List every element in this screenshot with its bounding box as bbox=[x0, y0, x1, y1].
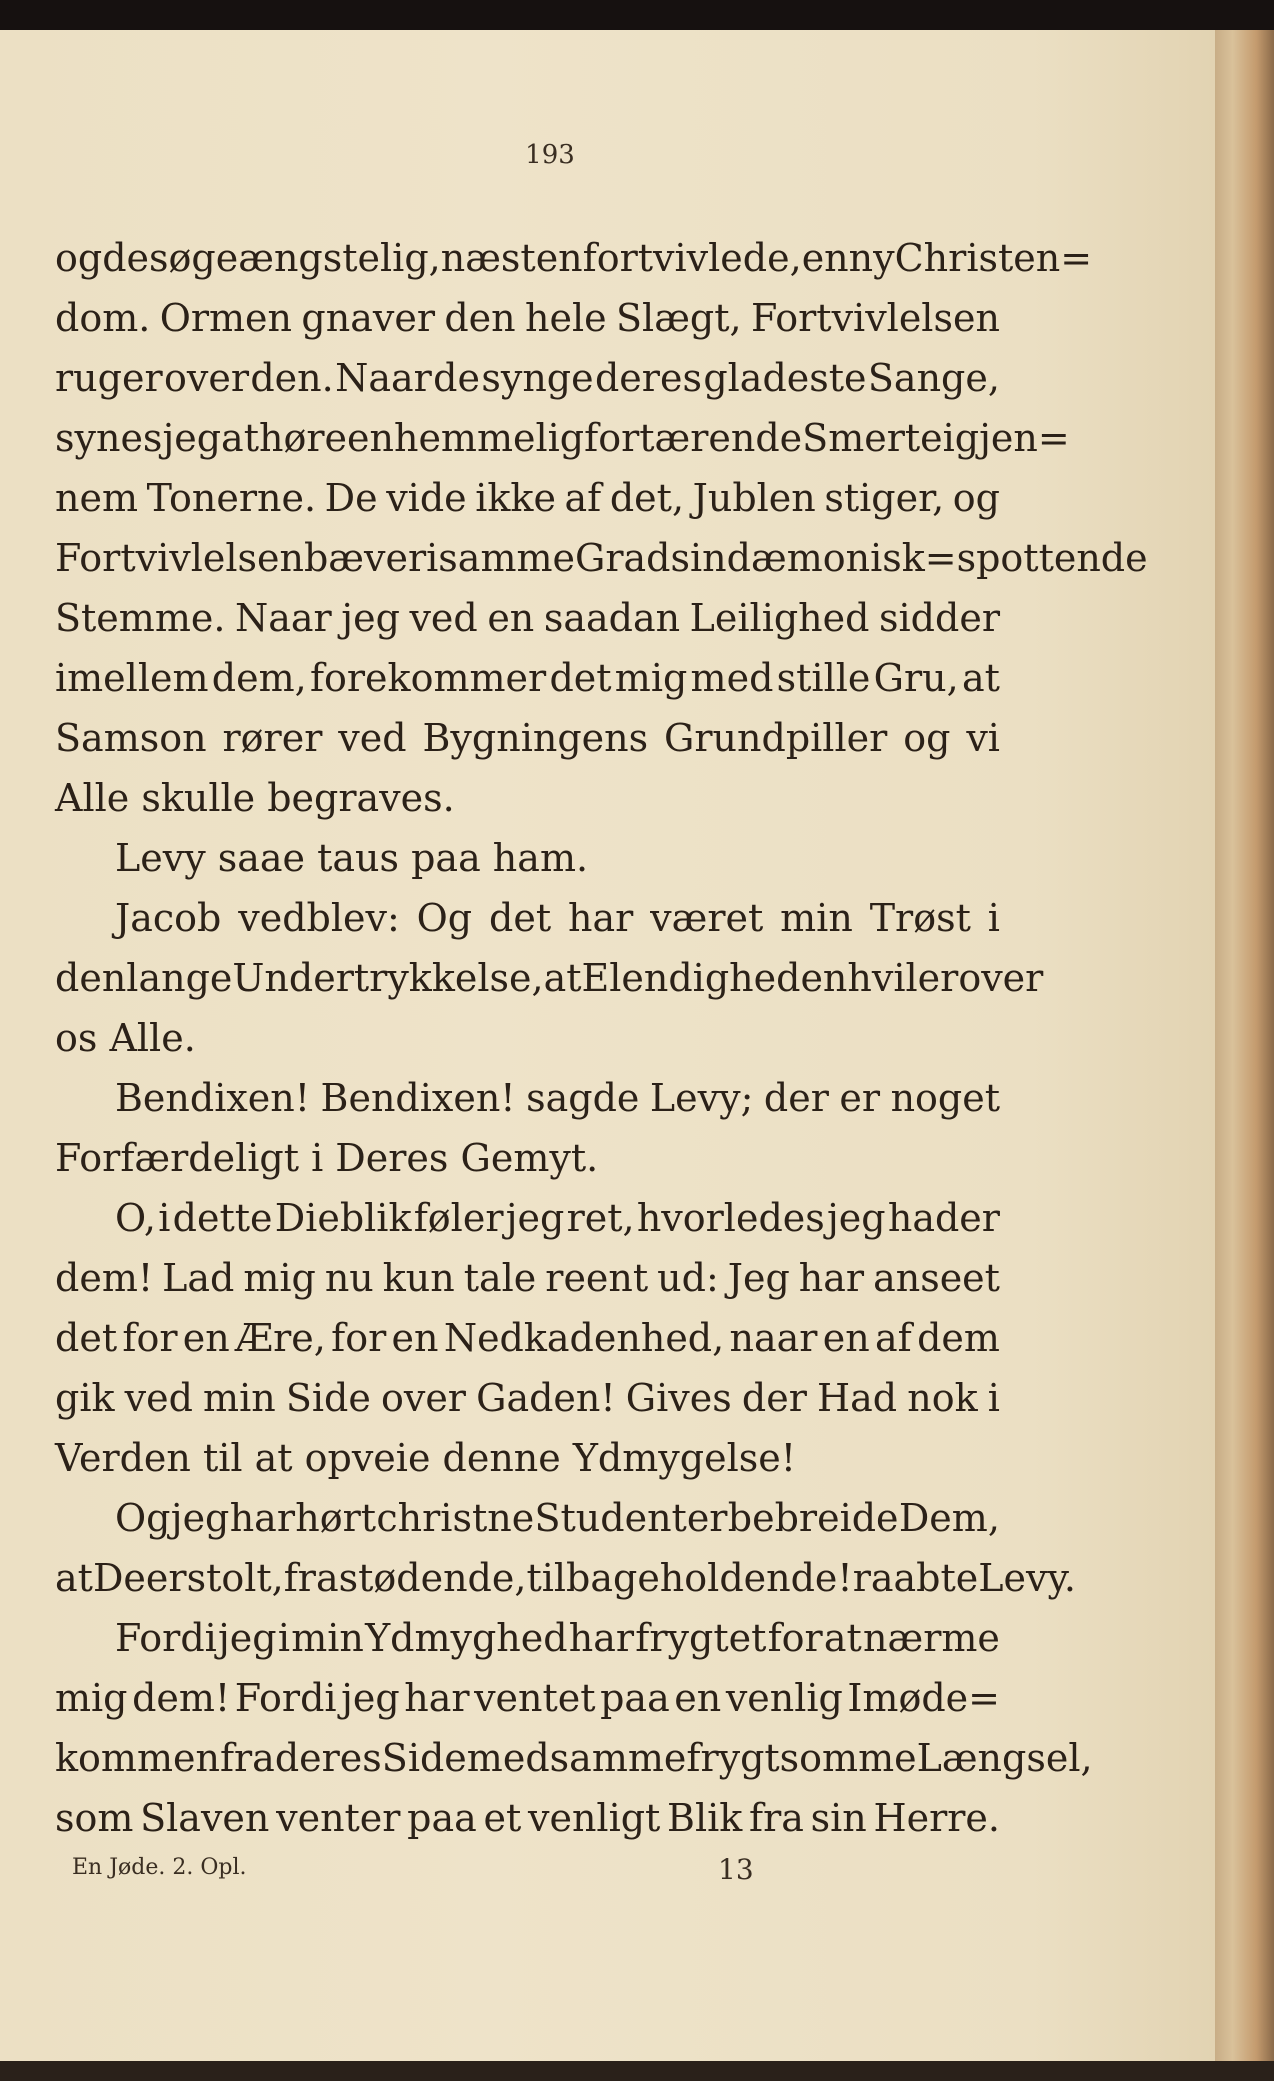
word: ret, bbox=[566, 1196, 635, 1240]
word: sagde bbox=[526, 1076, 640, 1120]
word: Lad bbox=[162, 1256, 235, 1300]
word: Naar bbox=[235, 596, 332, 640]
word: i bbox=[987, 1376, 1000, 1420]
word: jeg bbox=[341, 1676, 400, 1720]
word: dem, bbox=[211, 656, 307, 700]
sheet-number: 13 bbox=[718, 1853, 754, 1886]
word: høre bbox=[258, 416, 347, 460]
word: Samson bbox=[55, 716, 207, 760]
word: hemmelig bbox=[393, 416, 585, 460]
text-line bbox=[55, 1188, 1000, 1248]
text-line bbox=[55, 1428, 1000, 1488]
word: venter bbox=[276, 1796, 401, 1840]
word: Dieblik bbox=[274, 1196, 412, 1240]
line-text: Verden til at opveie denne Ydmygelse! bbox=[55, 1436, 796, 1480]
text-line bbox=[55, 1728, 1093, 1788]
word: mig bbox=[614, 656, 688, 700]
word: Nedkadenhed, bbox=[443, 1316, 725, 1360]
word: ruger bbox=[55, 356, 163, 400]
word: Slægt, bbox=[616, 296, 742, 340]
text-line bbox=[55, 1488, 1000, 1548]
word: en bbox=[822, 1316, 870, 1360]
word: Ære, bbox=[235, 1316, 326, 1360]
text-line bbox=[55, 228, 1093, 288]
word: dette bbox=[172, 1196, 273, 1240]
word: har bbox=[404, 1676, 470, 1720]
word: ny bbox=[848, 236, 895, 280]
word: i bbox=[426, 536, 439, 580]
word: hele bbox=[525, 296, 607, 340]
word: i bbox=[277, 1616, 290, 1660]
word: Fordi bbox=[234, 1676, 337, 1720]
word: Gru, bbox=[873, 656, 959, 700]
text-line bbox=[55, 1128, 1000, 1188]
word: Christen= bbox=[894, 236, 1093, 280]
word: over bbox=[163, 356, 249, 400]
word: min bbox=[780, 896, 853, 940]
word: Ormen bbox=[159, 296, 293, 340]
text-line bbox=[55, 588, 1000, 648]
word: Bendixen! bbox=[320, 1076, 516, 1120]
word: sin bbox=[670, 536, 727, 580]
word: Levy. bbox=[978, 1556, 1076, 1600]
word: har bbox=[567, 896, 634, 940]
word: O, bbox=[115, 1196, 157, 1240]
text-line bbox=[55, 408, 1070, 468]
word: med bbox=[690, 656, 774, 700]
word: det bbox=[549, 656, 612, 700]
text-line bbox=[55, 528, 1148, 588]
word: Studenter bbox=[534, 1496, 728, 1540]
word: stolt, bbox=[186, 1556, 284, 1600]
word: har bbox=[568, 1616, 635, 1660]
text-line bbox=[55, 1368, 1000, 1428]
word: Og bbox=[416, 896, 473, 940]
word: nu bbox=[324, 1256, 374, 1300]
word: christne bbox=[376, 1496, 535, 1540]
word: gladeste bbox=[703, 356, 867, 400]
text-line bbox=[55, 948, 1044, 1008]
word: Bendixen! bbox=[115, 1076, 311, 1120]
word: noget bbox=[890, 1076, 1000, 1120]
word: fra bbox=[749, 1796, 804, 1840]
word: vi bbox=[966, 716, 1000, 760]
word: med bbox=[466, 1736, 550, 1780]
line-text: Forfærdeligt i Deres Gemyt. bbox=[55, 1136, 599, 1180]
word: at bbox=[543, 956, 582, 1000]
word: dæmonisk=spottende bbox=[726, 536, 1148, 580]
word: gik bbox=[55, 1376, 115, 1420]
text-line bbox=[55, 828, 1000, 888]
word: for bbox=[122, 1316, 178, 1360]
line-text: os Alle. bbox=[55, 1016, 196, 1060]
word: Trøst bbox=[869, 896, 971, 940]
signature-mark: En Jøde. 2. Opl. bbox=[72, 1855, 247, 1880]
text-line bbox=[55, 768, 1000, 828]
word: Jublen bbox=[692, 476, 816, 520]
word: over bbox=[958, 956, 1044, 1000]
word: de bbox=[433, 356, 480, 400]
word: Naar bbox=[335, 356, 432, 400]
word: frygtet bbox=[635, 1616, 767, 1660]
word: næsten bbox=[440, 236, 583, 280]
word: et bbox=[483, 1796, 522, 1840]
word: ved bbox=[124, 1376, 193, 1420]
word: nærme bbox=[863, 1616, 1000, 1660]
text-line bbox=[55, 1308, 1000, 1368]
word: min bbox=[203, 1376, 276, 1420]
word: frygtsomme bbox=[686, 1736, 917, 1780]
word: Had bbox=[817, 1376, 898, 1420]
scan-bottom-border bbox=[0, 2061, 1274, 2081]
word: af bbox=[875, 1316, 912, 1360]
word: reent bbox=[545, 1256, 649, 1300]
word: sidder bbox=[879, 596, 1000, 640]
text-line bbox=[55, 1068, 1000, 1128]
word: De bbox=[324, 476, 378, 520]
text-line bbox=[55, 648, 1000, 708]
word: imellem bbox=[55, 656, 209, 700]
word: og bbox=[952, 476, 1000, 520]
word: at bbox=[823, 1616, 862, 1660]
word: dem! bbox=[55, 1256, 154, 1300]
word: hørt bbox=[295, 1496, 377, 1540]
word: har bbox=[229, 1496, 295, 1540]
word: stiger, bbox=[824, 476, 945, 520]
word: Leilighed bbox=[689, 596, 870, 640]
word: Imøde= bbox=[847, 1676, 1000, 1720]
word: bæver bbox=[303, 536, 427, 580]
word: ventet bbox=[474, 1676, 596, 1720]
word: de bbox=[102, 236, 150, 280]
word: Sange, bbox=[867, 356, 1000, 400]
word: jeg bbox=[218, 1616, 277, 1660]
word: lange bbox=[126, 956, 233, 1000]
word: igjen= bbox=[942, 416, 1070, 460]
text-line bbox=[55, 1008, 1000, 1068]
word: venligt bbox=[527, 1796, 661, 1840]
word: i bbox=[158, 1196, 171, 1240]
word: Gaden! bbox=[476, 1376, 616, 1420]
word: ikke bbox=[475, 476, 556, 520]
word: kommen bbox=[55, 1736, 220, 1780]
word: Side bbox=[285, 1376, 371, 1420]
word: Stemme. bbox=[55, 596, 226, 640]
word: og bbox=[903, 716, 951, 760]
word: De bbox=[92, 1556, 146, 1600]
word: den bbox=[444, 296, 516, 340]
word: hader bbox=[887, 1196, 1000, 1240]
word: Fordi bbox=[115, 1616, 217, 1660]
word: raabte bbox=[852, 1556, 979, 1600]
word: deres bbox=[274, 1736, 382, 1780]
word: deres bbox=[594, 356, 702, 400]
word: paa bbox=[600, 1676, 670, 1720]
word: bebreide bbox=[727, 1496, 899, 1540]
word: været bbox=[650, 896, 764, 940]
word: ængstelig, bbox=[238, 236, 441, 280]
word: som bbox=[55, 1796, 134, 1840]
word: fortærende bbox=[584, 416, 803, 460]
word: Grundpiller bbox=[664, 716, 888, 760]
word: en bbox=[487, 596, 535, 640]
word: en bbox=[347, 416, 394, 460]
word: anseet bbox=[873, 1256, 1000, 1300]
word: jeg bbox=[162, 416, 222, 460]
word: venlig bbox=[725, 1676, 843, 1720]
word: samme bbox=[549, 1736, 687, 1780]
text-line bbox=[55, 1788, 1000, 1848]
word: føler bbox=[413, 1196, 504, 1240]
word: samme bbox=[438, 536, 575, 580]
word: Jeg bbox=[727, 1256, 790, 1300]
word: hvorledes bbox=[636, 1196, 825, 1240]
word: saadan bbox=[543, 596, 681, 640]
text-line bbox=[55, 468, 1000, 528]
word: den bbox=[55, 956, 127, 1000]
word: vide bbox=[386, 476, 467, 520]
word: Elendigheden bbox=[581, 956, 848, 1000]
word: af bbox=[564, 476, 602, 520]
word: frastødende, bbox=[283, 1556, 527, 1600]
word: synes bbox=[55, 416, 163, 460]
word: Side bbox=[381, 1736, 467, 1780]
word: dom. bbox=[55, 296, 151, 340]
word: fortvivlede, bbox=[582, 236, 802, 280]
word: jeg bbox=[505, 1196, 565, 1240]
word: Fortvivlelsen bbox=[750, 296, 1000, 340]
word: en bbox=[801, 236, 849, 280]
word: mig bbox=[243, 1256, 316, 1300]
word: Og bbox=[115, 1496, 171, 1540]
text-line bbox=[55, 1668, 1000, 1728]
word: Undertrykkelse, bbox=[232, 956, 544, 1000]
word: har bbox=[798, 1256, 865, 1300]
word: jeg bbox=[170, 1496, 230, 1540]
word: over bbox=[380, 1376, 466, 1420]
word: Bygningens bbox=[422, 716, 649, 760]
word: er bbox=[145, 1556, 187, 1600]
word: det bbox=[489, 896, 552, 940]
word: at bbox=[961, 656, 1000, 700]
word: nok bbox=[907, 1376, 978, 1420]
word: stille bbox=[776, 656, 871, 700]
word: søge bbox=[149, 236, 239, 280]
word: Gives bbox=[625, 1376, 732, 1420]
word: Slaven bbox=[140, 1796, 270, 1840]
word: en bbox=[391, 1316, 439, 1360]
word: Tonerne. bbox=[146, 476, 317, 520]
body-text bbox=[55, 228, 1148, 1848]
text-line bbox=[55, 1548, 1076, 1608]
word: dem! bbox=[132, 1676, 231, 1720]
word: i bbox=[987, 896, 1000, 940]
word: kun bbox=[382, 1256, 455, 1300]
text-line bbox=[55, 1248, 1000, 1308]
word: paa bbox=[407, 1796, 477, 1840]
word: der bbox=[763, 1076, 829, 1120]
word: dem bbox=[917, 1316, 1000, 1360]
word: forekommer bbox=[309, 656, 547, 700]
word: naar bbox=[729, 1316, 818, 1360]
word: det, bbox=[609, 476, 685, 520]
line-text: Levy saae taus paa ham. bbox=[115, 836, 589, 880]
word: min bbox=[291, 1616, 364, 1660]
scan-top-border bbox=[0, 0, 1274, 30]
word: vedblev: bbox=[238, 896, 400, 940]
word: hviler bbox=[847, 956, 959, 1000]
word: for bbox=[331, 1316, 387, 1360]
word: ved bbox=[338, 716, 407, 760]
word: Grad bbox=[575, 536, 671, 580]
word: er bbox=[839, 1076, 881, 1120]
word: jeg bbox=[827, 1196, 886, 1240]
word: en bbox=[674, 1676, 722, 1720]
word: mig bbox=[55, 1676, 128, 1720]
page-number: 193 bbox=[525, 140, 575, 170]
word: fra bbox=[219, 1736, 275, 1780]
word: Herre. bbox=[873, 1796, 1000, 1840]
line-text: Alle skulle begraves. bbox=[55, 776, 455, 820]
word: tilbageholdende! bbox=[526, 1556, 853, 1600]
word: Dem, bbox=[898, 1496, 1000, 1540]
text-line bbox=[55, 288, 1000, 348]
word: ud: bbox=[657, 1256, 719, 1300]
word: det bbox=[55, 1316, 118, 1360]
word: tale bbox=[463, 1256, 537, 1300]
text-line bbox=[55, 1608, 1000, 1668]
word: at bbox=[221, 416, 259, 460]
word: jeg bbox=[341, 596, 400, 640]
word: Blik bbox=[667, 1796, 743, 1840]
word: den. bbox=[250, 356, 334, 400]
word: Smerte bbox=[802, 416, 943, 460]
text-line bbox=[55, 708, 1000, 768]
word: rører bbox=[222, 716, 323, 760]
word: for bbox=[767, 1616, 823, 1660]
word: sin bbox=[810, 1796, 867, 1840]
word: gnaver bbox=[301, 296, 435, 340]
word: Levy; bbox=[649, 1076, 754, 1120]
text-line bbox=[55, 348, 1000, 408]
word: synge bbox=[481, 356, 594, 400]
word: at bbox=[55, 1556, 93, 1600]
word: ved bbox=[409, 596, 478, 640]
word: og bbox=[55, 236, 103, 280]
word: Fortvivlelsen bbox=[55, 536, 304, 580]
word: der bbox=[741, 1376, 807, 1420]
word: nem bbox=[55, 476, 138, 520]
page-edge bbox=[1215, 30, 1274, 2061]
word: Jacob bbox=[115, 896, 222, 940]
word: Længsel, bbox=[916, 1736, 1093, 1780]
word: en bbox=[182, 1316, 230, 1360]
word: Ydmyghed bbox=[365, 1616, 568, 1660]
text-line bbox=[55, 888, 1000, 948]
